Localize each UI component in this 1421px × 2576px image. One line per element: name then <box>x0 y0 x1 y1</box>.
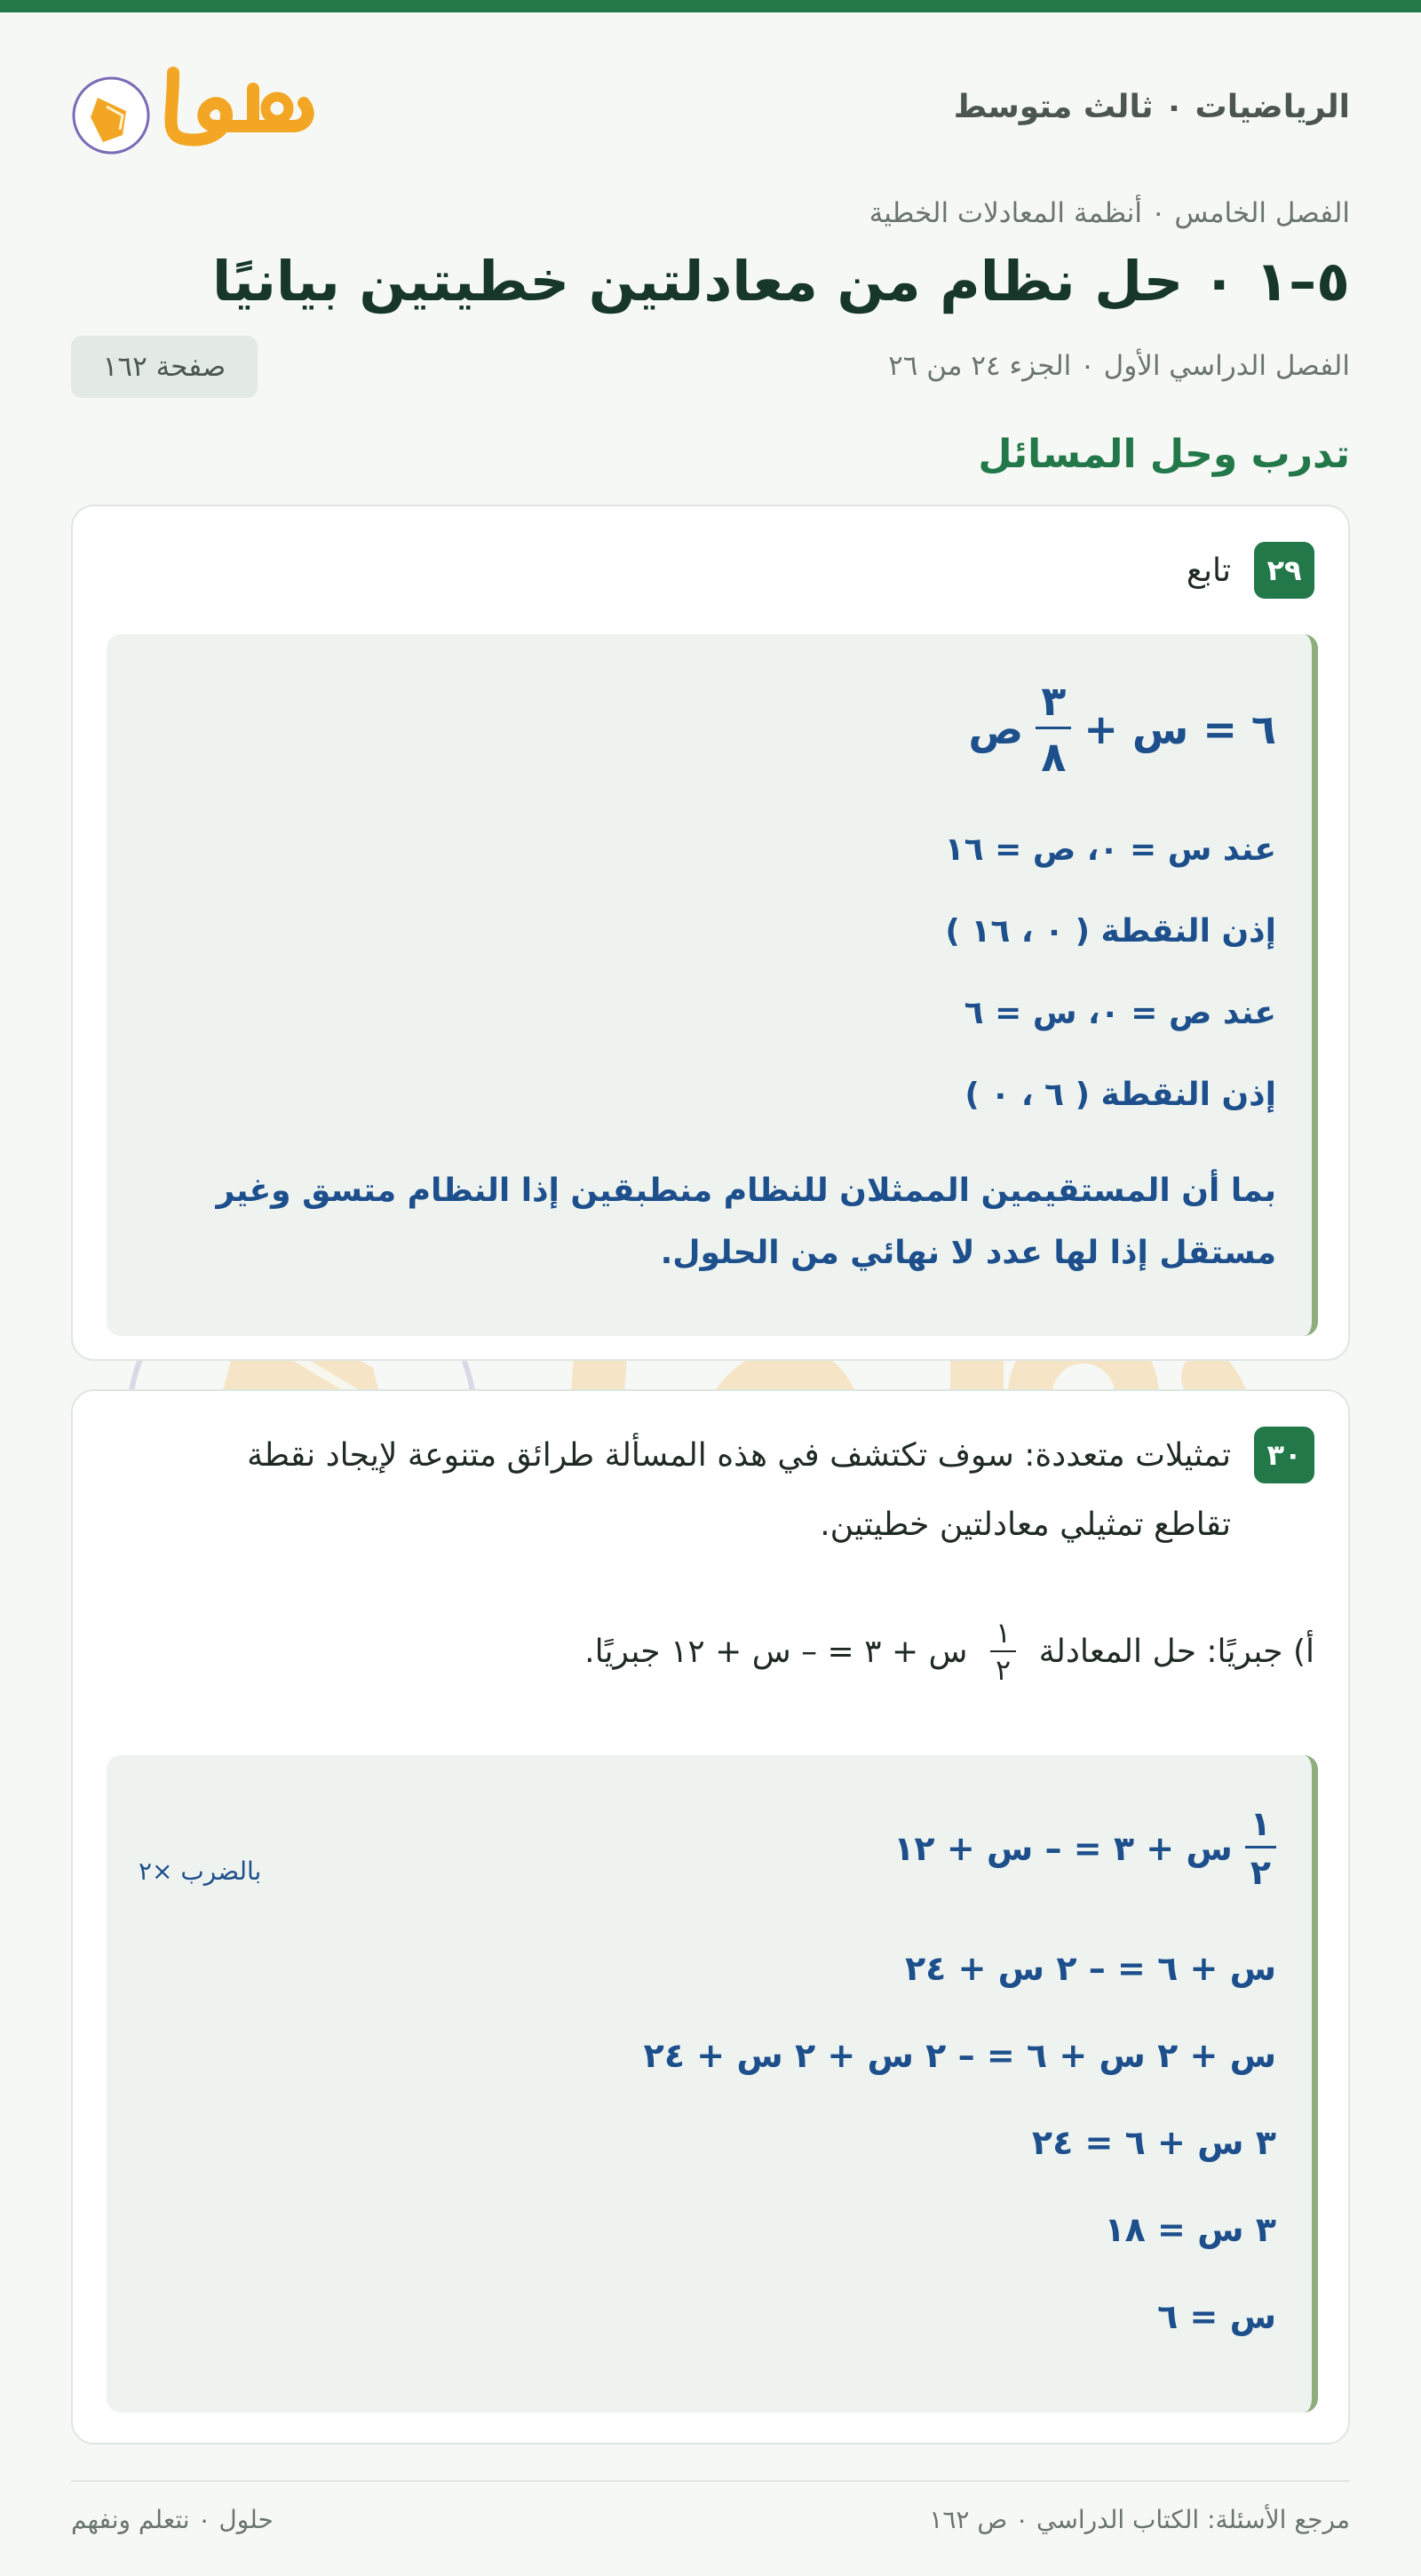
solution-step: ٣ س + ٦ = ٢٤ <box>1031 2123 1276 2162</box>
fraction-denominator: ٢ <box>995 1653 1012 1687</box>
question-header <box>1187 542 1314 606</box>
solution-line: إذن النقطة ( ٦ ، ٠ ) <box>965 1077 1276 1113</box>
page-badge: صفحة ١٦٢ <box>71 336 258 398</box>
question-text: تابع <box>1186 553 1231 589</box>
lesson-title: ٥–١ ٠ حل نظام من معادلتين خطيتين بيانيًا <box>212 249 1350 314</box>
top-accent-bar <box>0 0 1421 12</box>
solution-line: عند ص = ٠، س = ٦ <box>964 995 1276 1031</box>
question-card-29 <box>71 505 1350 1361</box>
page-header <box>71 62 1350 160</box>
solution-step: س + ٢ س + ٦ = – ٢ س + ٢ س + ٢٤ <box>643 2036 1276 2075</box>
equation-line <box>893 1804 1276 1892</box>
fraction-denominator: ٢ <box>1250 1853 1271 1892</box>
solution-step: س = ٦ <box>1157 2297 1276 2336</box>
question-number: ٣٠ <box>1254 1427 1314 1483</box>
solution-line: عند س = ٠، ص = ١٦ <box>944 831 1276 868</box>
fraction-numerator: ٣ <box>1036 680 1071 729</box>
fraction <box>1245 1804 1276 1892</box>
hulul-logo <box>71 62 337 160</box>
fraction-denominator: ٨ <box>1041 733 1067 781</box>
question-number: ٢٩ <box>1254 542 1314 599</box>
solution-step: ٣ س = ١٨ <box>1104 2210 1276 2249</box>
part-a-text: س + ٣ = – س + ١٢ جبريًا. <box>584 1633 978 1670</box>
equation-left: ٦ = س + <box>1084 704 1276 753</box>
equation-line <box>968 677 1276 781</box>
fraction-numerator: ١ <box>990 1618 1016 1652</box>
conclusion-text: بما أن المستقيمين الممثلان للنظام منطبقين إذا النظام متسق وغير مستقل إذا لها عدد لا نهائي من الحلول. <box>216 1173 1276 1271</box>
footer-divider <box>71 2480 1350 2482</box>
footer-reference: مرجع الأسئلة: الكتاب الدراسي ٠ ص ١٦٢ <box>929 2505 1350 2534</box>
fraction <box>1036 677 1071 781</box>
part-a-prompt <box>584 1616 1314 1687</box>
section-title: تدرب وحل المسائل <box>978 432 1350 477</box>
equation-rest: س + ٣ = – س + ١٢ <box>893 1828 1233 1868</box>
question-header <box>165 1427 1314 1560</box>
equation-right: ص <box>968 704 1024 753</box>
answer-box <box>107 1755 1318 2413</box>
footer-tagline: حلول ٠ نتعلم ونفهم <box>71 2505 274 2534</box>
subject-label: الرياضيات ٠ ثالث متوسط <box>953 89 1350 125</box>
part-a-text: أ) جبريًا: حل المعادلة <box>1028 1633 1314 1670</box>
question-text: تمثيلات متعددة: سوف تكتشف في هذه المسألة طرائق متنوعة لإيجاد نقطة تقاطع تمثيلي معادلتين خطيتين. <box>247 1437 1231 1543</box>
term-meta: الفصل الدراسي الأول ٠ الجزء ٢٤ من ٢٦ <box>888 350 1350 382</box>
fraction <box>990 1616 1016 1687</box>
fraction-numerator: ١ <box>1245 1807 1276 1849</box>
chapter-breadcrumb: الفصل الخامس ٠ أنظمة المعادلات الخطية <box>869 197 1350 229</box>
solution-line: إذن النقطة ( ٠ ، ١٦ ) <box>945 913 1276 950</box>
question-card-30 <box>71 1389 1350 2445</box>
solution-step: س + ٦ = – ٢ س + ٢٤ <box>904 1949 1276 1988</box>
answer-box <box>107 634 1318 1336</box>
multiply-note: بالضرب ×٢ <box>139 1856 262 1886</box>
